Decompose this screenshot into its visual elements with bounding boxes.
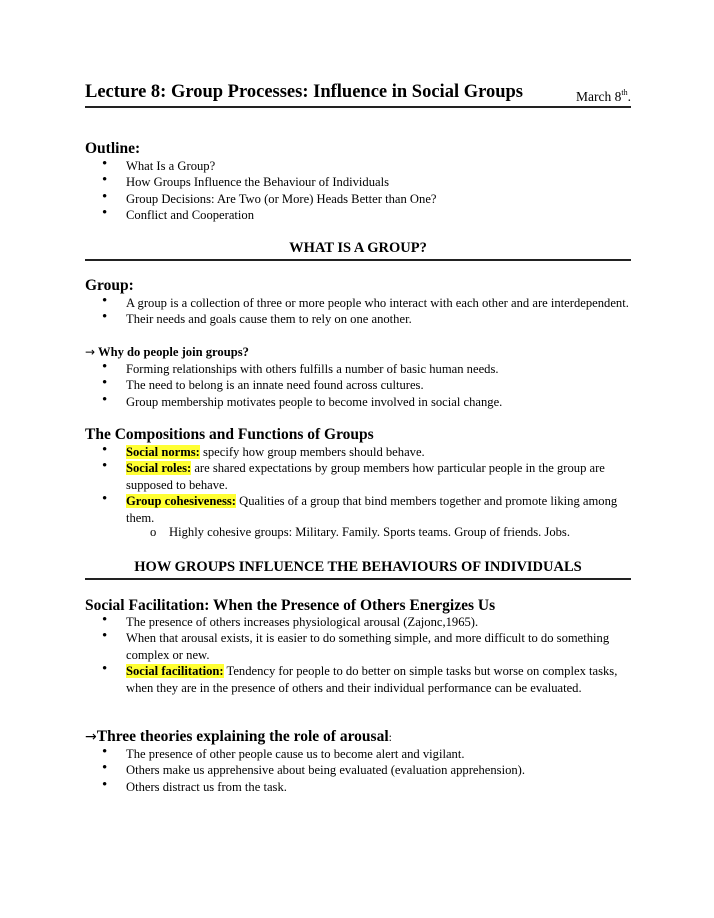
compositions-list [85,444,631,526]
highlighted-term: Social facilitation: [126,664,224,679]
highlighted-term: Group cohesiveness: [126,494,236,509]
why-join-text: Why do people join groups? [97,345,249,359]
list-item: • The presence of other people cause us to become alert and vigilant. [85,746,631,762]
definition-text: Qualities of a group that bind members together and promote liking among them. [126,494,618,525]
title-rule [85,106,631,108]
sub-list-item [150,525,570,540]
list-item: • What Is a Group? [85,158,631,174]
list-item: • Their needs and goals cause them to rely on one another. [85,311,631,327]
list-item: • A group is a collection of three or more people who interact with each other and are interdependent. [85,295,631,311]
highlighted-term: Social roles: [126,461,192,476]
list-item [85,493,631,526]
list-item: • Group membership motivates people to become involved in social change. [85,394,631,410]
list-item: • Others make us apprehensive about being evaluated (evaluation apprehension). [85,762,631,778]
list-item: • Others distract us from the task. [85,779,631,795]
heading-colon: : [388,730,392,744]
outline-list [85,158,631,224]
outline-heading: Outline: [85,140,141,157]
compositions-heading: The Compositions and Functions of Groups [85,426,374,443]
highlighted-term: Social norms: [126,445,200,459]
list-item: • The need to belong is an innate need found across cultures. [85,377,631,393]
list-item: • How Groups Influence the Behaviour of Individuals [85,174,631,190]
section-rule [85,578,631,580]
list-item [85,460,631,493]
definition-text: specify how group members should behave. [199,445,425,459]
three-theories-heading [85,728,392,746]
list-item [85,663,631,696]
three-theories-text: Three theories explaining the role of arousal [96,728,389,745]
definition-text: Tendency for people to do better on simple tasks but worse on complex tasks, when they are in the presence of others and their individual performance can be evaluated. [126,664,618,695]
arrow-icon: → [85,729,97,745]
list-item: • Group Decisions: Are Two (or More) Heads Better than One? [85,191,631,207]
sub-item-text: Highly cohesive groups: Military. Family. Sports teams. Group of friends. Jobs. [169,525,570,539]
definition-text: are shared expectations by group members how particular people in the group are supposed to behave. [126,461,605,492]
lecture-title: Lecture 8: Group Processes: Influence in Social Groups [85,82,524,102]
date-period: . [627,89,631,104]
theories-list [85,746,631,795]
sub-bullet-marker: o [150,525,157,539]
lecture-date [576,88,631,105]
group-heading: Group: [85,277,134,294]
list-item: • When that arousal exists, it is easier to do something simple, and more difficult to do something complex or new. [85,630,631,663]
date-suffix: th [621,88,628,97]
list-item [85,444,631,460]
arrow-icon: → [85,345,96,359]
why-join-question [85,345,249,360]
title-row [85,82,631,108]
date-text: March 8 [576,89,622,104]
section-rule [85,259,631,261]
section-heading-what-is-a-group: WHAT IS A GROUP? [289,240,427,256]
social-facilitation-heading: Social Facilitation: When the Presence of Others Energizes Us [85,597,496,614]
why-join-list [85,361,631,410]
list-item: • The presence of others increases physiological arousal (Zajonc,1965). [85,614,631,630]
group-list [85,295,631,328]
section-heading-how-groups-influence: HOW GROUPS INFLUENCE THE BEHAVIOURS OF INDIVIDUALS [134,559,582,575]
list-item: • Conflict and Cooperation [85,207,631,223]
facilitation-list [85,614,631,696]
list-item: • Forming relationships with others fulfills a number of basic human needs. [85,361,631,377]
